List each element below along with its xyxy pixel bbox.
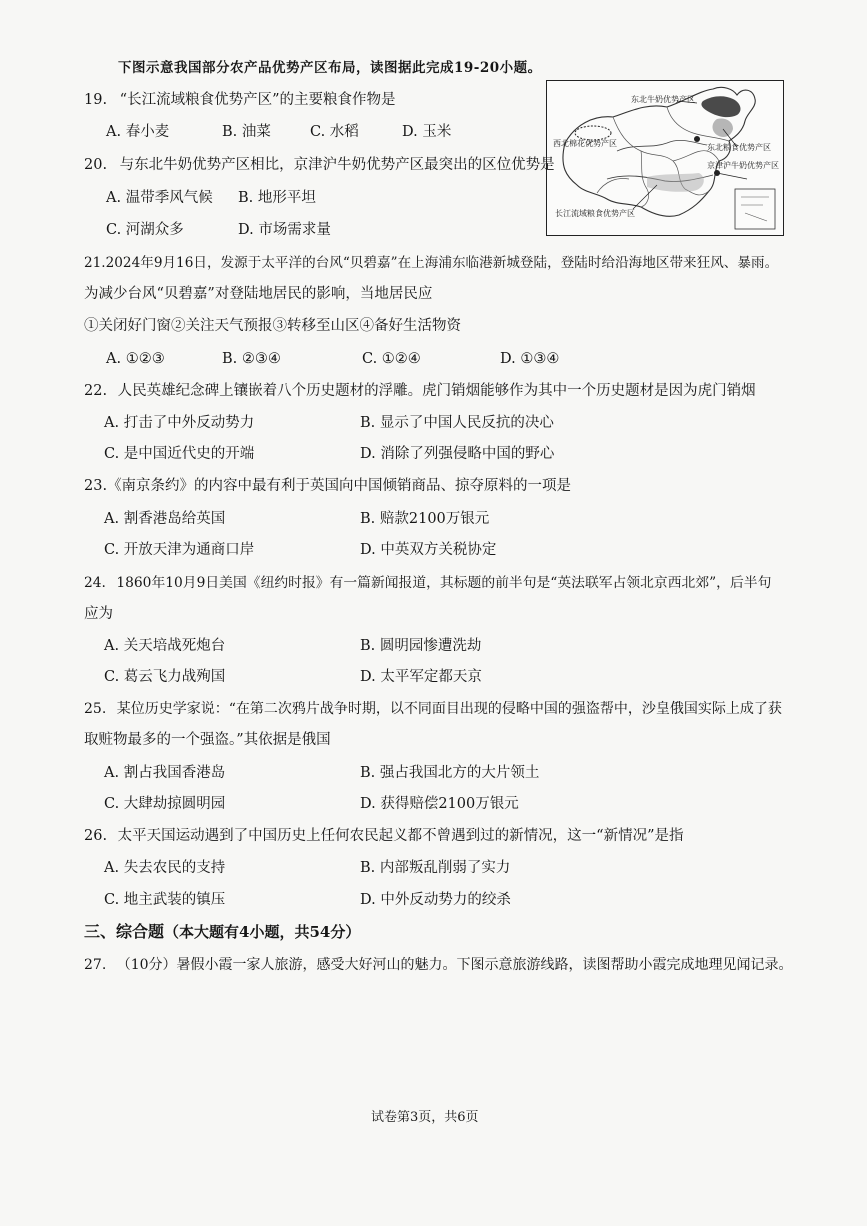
q20-option-a: A. 温带季风气候 <box>106 190 213 206</box>
question-number: 26. <box>84 828 108 844</box>
question-21-stem-line2: 为减少台风“贝碧嘉”对登陆地居民的影响，当地居民应 <box>84 286 433 302</box>
section-title: 三、综合题 <box>84 922 165 941</box>
question-number: 24. <box>84 575 106 591</box>
q24-option-d: D. 太平军定都天京 <box>360 669 482 685</box>
q24-option-c: C. 葛云飞力战殉国 <box>104 669 226 685</box>
q21-option-a: A. ①②③ <box>106 351 165 367</box>
question-text: “长江流域粮食优势产区”的主要粮食作物是 <box>119 92 396 108</box>
q26-option-c: C. 地主武装的镇压 <box>104 892 226 908</box>
q19-option-c: C. 水稻 <box>310 124 359 140</box>
question-25-stem-line2: 取赃物最多的一个强盗。”其依据是俄国 <box>84 732 331 748</box>
q26-option-a: A. 失去农民的支持 <box>104 860 226 876</box>
question-text: 人民英雄纪念碑上镶嵌着八个历史题材的浮雕。虎门销烟能够作为其中一个历史题材是因为虎门销烟 <box>117 383 756 399</box>
question-number: 23. <box>84 478 108 494</box>
question-24-stem-line1 <box>84 573 771 593</box>
question-text: 《南京条约》的内容中最有利于英国向中国倾销商品、掠夺原料的一项是 <box>107 478 572 494</box>
q25-option-d: D. 获得赔偿2100万银元 <box>360 796 519 812</box>
q22-option-d: D. 消除了列强侵略中国的野心 <box>360 446 555 462</box>
question-number: 21. <box>84 255 106 271</box>
question-21-stem-line1 <box>84 253 778 273</box>
q23-option-b: B. 赔款2100万银元 <box>360 511 490 527</box>
q25-option-c: C. 大肆劫掠圆明园 <box>104 796 226 812</box>
q20-option-b: B. 地形平坦 <box>238 190 316 206</box>
q20-option-c: C. 河湖众多 <box>106 222 184 238</box>
q23-option-d: D. 中英双方关税协定 <box>360 542 497 558</box>
q22-option-a: A. 打击了中外反动势力 <box>104 415 255 431</box>
q25-option-b: B. 强占我国北方的大片领土 <box>360 765 540 781</box>
question-text: （10分）暑假小霞一家人旅游，感受大好河山的魅力。下图示意旅游线路，读图帮助小霞完成地理见闻记录。 <box>116 957 793 973</box>
question-27-stem <box>84 955 793 975</box>
question-26-stem <box>84 826 684 846</box>
question-number: 19. <box>84 92 108 108</box>
label-northeast-grain: 东北粮食优势产区 <box>707 143 771 152</box>
q23-option-a: A. 割香港岛给英国 <box>104 511 226 527</box>
section-3-heading <box>84 922 360 942</box>
question-24-stem-line2: 应为 <box>84 606 113 622</box>
label-northeast-dairy: 东北牛奶优势产区 <box>631 95 695 104</box>
label-jingjinhu-dairy: 京津沪牛奶优势产区 <box>707 161 779 170</box>
q22-option-b: B. 显示了中国人民反抗的决心 <box>360 415 554 431</box>
question-number: 22. <box>84 383 108 399</box>
page-footer: 试卷第3页，共6页 <box>371 1110 479 1125</box>
q19-option-d: D. 玉米 <box>402 124 452 140</box>
q23-option-c: C. 开放天津为通商口岸 <box>104 542 255 558</box>
q20-option-d: D. 市场需求量 <box>238 222 331 238</box>
q19-option-a: A. 春小麦 <box>106 124 170 140</box>
q24-option-a: A. 关天培战死炮台 <box>104 638 226 654</box>
intro-text: 下图示意我国部分农产品优势产区布局，读图据此完成19-20小题。 <box>118 60 542 76</box>
question-text: 与东北牛奶优势产区相比，京津沪牛奶优势产区最突出的区位优势是 <box>119 157 555 173</box>
question-19-stem <box>84 90 396 110</box>
question-text: 太平天国运动遇到了中国历史上任何农民起义都不曾遇到过的新情况，这一“新情况”是指 <box>117 828 684 844</box>
q26-option-d: D. 中外反动势力的绞杀 <box>360 892 511 908</box>
q19-option-b: B. 油菜 <box>222 124 271 140</box>
question-20-stem <box>84 155 555 175</box>
q22-option-c: C. 是中国近代史的开端 <box>104 446 255 462</box>
question-22-stem <box>84 381 756 401</box>
agricultural-regions-map <box>546 80 784 236</box>
question-25-stem-line1 <box>84 699 782 719</box>
question-text: 1860年10月9日美国《纽约时报》有一篇新闻报道，其标题的前半句是“英法联军占领北京西北郊”，后半句 <box>116 575 772 591</box>
q21-option-b: B. ②③④ <box>222 351 281 367</box>
question-23-stem <box>84 476 571 496</box>
q24-option-b: B. 圆明园惨遭洗劫 <box>360 638 482 654</box>
q21-option-c: C. ①②④ <box>362 351 421 367</box>
question-number: 27. <box>84 957 107 973</box>
question-number: 25. <box>84 701 107 717</box>
q25-option-a: A. 割占我国香港岛 <box>104 765 226 781</box>
q21-option-d: D. ①③④ <box>500 351 560 367</box>
question-text: 2024年9月16日，发源于太平洋的台风“贝碧嘉”在上海浦东临港新城登陆，登陆时给沿海地区带来狂风、暴雨。 <box>105 255 779 271</box>
label-yangtze-grain: 长江流域粮食优势产区 <box>555 209 635 218</box>
q26-option-b: B. 内部叛乱削弱了实力 <box>360 860 511 876</box>
question-text: 某位历史学家说：“在第二次鸦片战争时期，以不同面目出现的侵略中国的强盗帮中，沙皇俄国实际上成了获 <box>116 701 782 717</box>
question-number: 20. <box>84 157 108 173</box>
section-subtitle: （本大题有4小题，共54分） <box>164 923 361 941</box>
question-21-stem-line3: ①关闭好门窗②关注天气预报③转移至山区④备好生活物资 <box>84 318 461 334</box>
label-northwest-cotton: 西北棉花优势产区 <box>553 139 617 148</box>
